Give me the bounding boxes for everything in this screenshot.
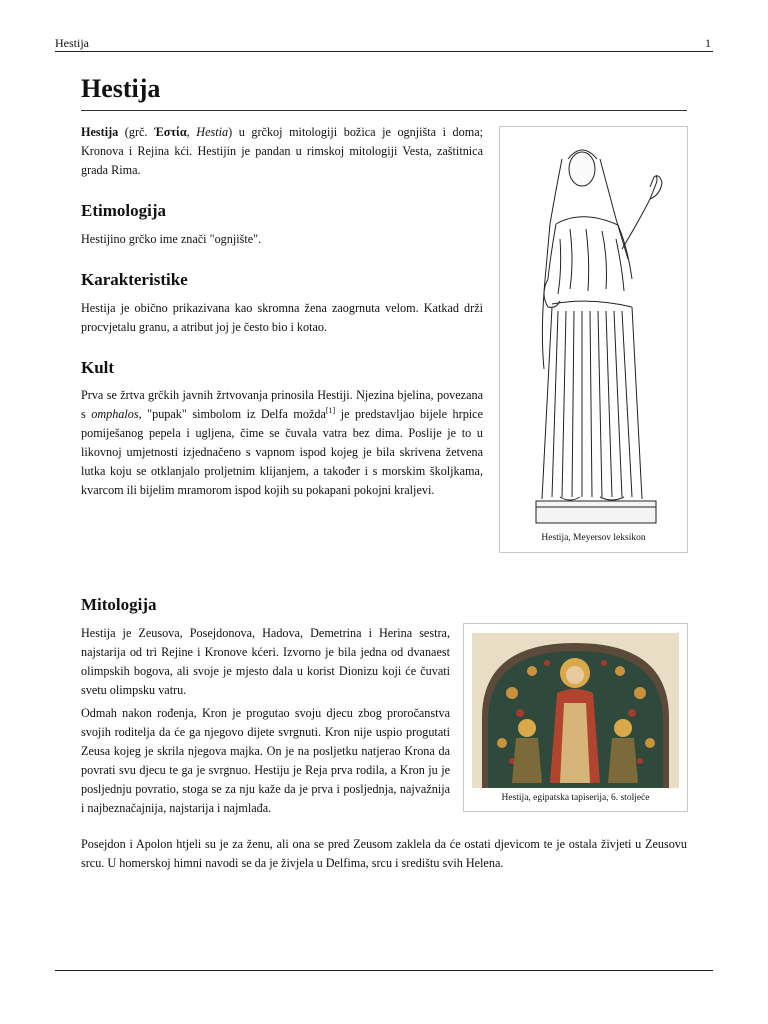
- mitologija-text-full: [81, 835, 687, 873]
- etimologija-text: Hestijino grčko ime znači "ognjište".: [81, 232, 262, 246]
- page-title: Hestija: [81, 74, 161, 103]
- karakteristike-text: Hestija je obično prikazivana kao skromna žena zaogrnuta velom. Katkad drži procvjetalu granu, a atribut joj je često bio i kotao.: [81, 301, 483, 334]
- tapestry-caption: Hestija, egipatska tapiserija, 6. stoljeće: [501, 793, 650, 803]
- footer-divider: [55, 970, 713, 971]
- intro-lead: Hestija: [81, 125, 119, 139]
- greek-name: Ἑστία: [154, 125, 187, 139]
- mitologija-paragraph-2: Odmah nakon rođenja, Kron je progutao svoju djecu zbog proročanstva svojih roditelja da će ga njegovo dijete svrgnuti. Kron nije uspio progutati Zeusa kojeg je skrila njegova majka. On je na posljetku natjerao Krona da povrati svu djecu te ga je svrgnuo. Hestiju je Reja prva rodila, a Kron ju je posljednju povratio, stoga se za nju kaže da je prva i posljednja, najvažnija i najbeznačajnija, najstarija i najmlađa.: [81, 706, 450, 815]
- omphalos-term: omphalos: [91, 407, 139, 421]
- statue-drawing-icon[interactable]: [500, 129, 687, 529]
- heading-karakteristike: Karakteristike: [81, 270, 188, 289]
- mitologija-paragraph-1: Hestija je Zeusova, Posejdonova, Hadova, Demetrina i Herina sestra, najstarija od tri Rejine i Kronove kćeri. Izvorno je bila jedna od dvanaest olimpskih bogova, ali svoje je mjesto dala u korist Dionizu koji će čuvati svetu olimpsku vatru.: [81, 626, 450, 697]
- mitologija-paragraph-3: Posejdon i Apolon htjeli su je za ženu, ali ona se pred Zeusom zaklela da će ostati djevicom te je ostala živjeti u Zeusovu srcu. U homerskoj himni navodi se da je živjela u Delfima, srcu i središtu svih Helena.: [81, 837, 687, 870]
- statue-caption: Hestija, Meyersov leksikon: [541, 533, 646, 543]
- tapestry-figure: [463, 623, 688, 812]
- intro-paragraph: Hestija (grč. Ἑστία, Hestia) u grčkoj mitologiji božica je ognjišta i doma; Kronova i Rejina kći. Hestijin je pandan u rimskoj mitologiji Vesta, zaštitnica grada Rima.: [81, 125, 484, 177]
- title-divider: [81, 110, 687, 111]
- latin-name: Hestia: [196, 125, 229, 139]
- running-header: [55, 35, 713, 52]
- heading-mitologija: Mitologija: [81, 595, 157, 614]
- heading-kult: Kult: [81, 358, 115, 377]
- tapestry-image-icon[interactable]: [472, 633, 679, 788]
- kult-text: Prva se žrtva grčkih javnih žrtvovanja prinosila Hestiji. Njezina bjelina, povezana s omphalos, "pupak" simbolom iz Delfa možda[1] je predstavljao bijele hrpice pomiješanog pepela i ugljena, čime se čuvala vatra bez dima. Poslije je to u likovnoj umjetnosti izjednačeno s vapnom ispod kojeg je bila skrivena žetvena lutka koju se otklanjalo proljetnim klijanjem, a također i s morskim školjkama, kvarcom ili bijelim mramorom ispod kojih su pokapani pokojni kraljevi.: [81, 388, 483, 497]
- heading-etimologija: Etimologija: [81, 201, 166, 220]
- mitologija-text: [81, 624, 450, 818]
- running-title: Hestija: [55, 36, 89, 50]
- reference-link[interactable]: [1]: [325, 405, 336, 415]
- statue-figure: [499, 126, 688, 553]
- page-number: 1: [705, 36, 711, 50]
